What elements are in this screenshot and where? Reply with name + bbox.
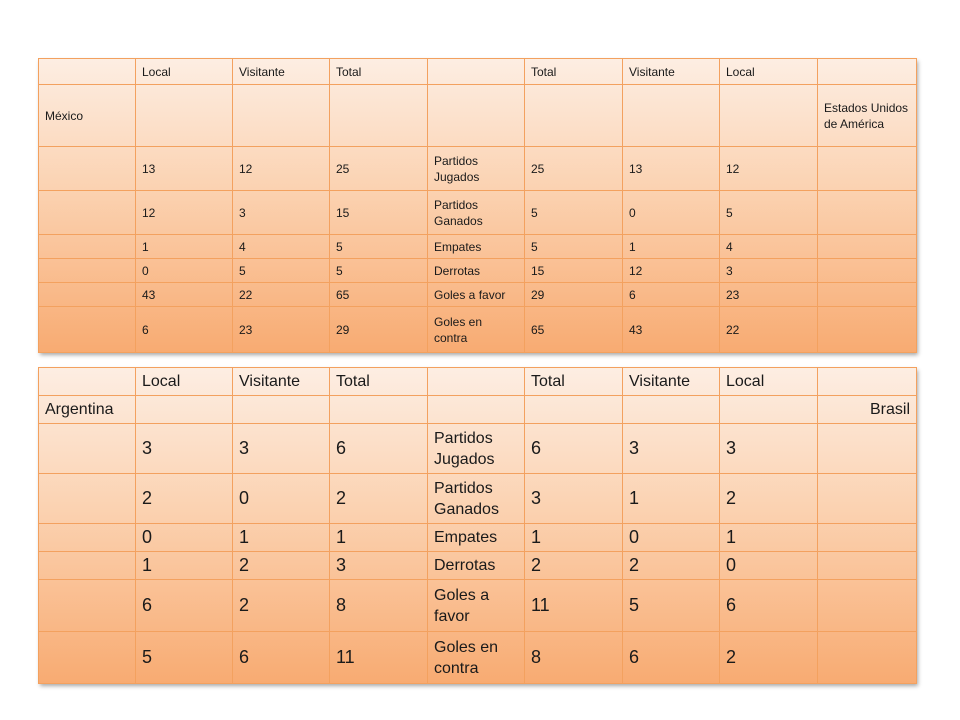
table-row [39,524,917,552]
team-right-name: Brasil [818,396,917,424]
right-local-cell: 2 [720,474,818,524]
table-grid [38,58,917,353]
table-cell [720,85,818,147]
right-local-cell: 23 [720,283,818,307]
table-cell [720,396,818,424]
right-visitante-cell: 5 [623,580,720,632]
header-cell [818,59,917,85]
left-local-cell: 3 [136,424,233,474]
left-local-cell: 6 [136,580,233,632]
table-cell [330,85,428,147]
header-cell: Total [330,368,428,396]
header-cell [428,59,525,85]
left-visitante-cell: 6 [233,632,330,684]
right-total-cell: 6 [525,424,623,474]
table-cell [818,147,917,191]
team-left-name: México [39,85,136,147]
left-visitante-cell: 1 [233,524,330,552]
header-row [39,59,917,85]
stat-label-cell: Goles a favor [428,283,525,307]
table-cell [623,396,720,424]
table-row [39,424,917,474]
right-total-cell: 3 [525,474,623,524]
table-cell [39,424,136,474]
table-cell [818,474,917,524]
left-local-cell: 6 [136,307,233,353]
right-local-cell: 6 [720,580,818,632]
stat-label-cell: Derrotas [428,552,525,580]
stat-label-cell: Goles a favor [428,580,525,632]
table-cell [525,85,623,147]
right-total-cell: 2 [525,552,623,580]
table-cell [39,259,136,283]
team-row [39,85,917,147]
left-total-cell: 15 [330,191,428,235]
left-total-cell: 1 [330,524,428,552]
left-local-cell: 0 [136,259,233,283]
right-total-cell: 8 [525,632,623,684]
right-visitante-cell: 1 [623,235,720,259]
table-cell [39,552,136,580]
table-cell [39,474,136,524]
header-cell: Visitante [623,368,720,396]
table-cell [818,424,917,474]
header-cell: Visitante [623,59,720,85]
stat-label-cell: Goles en contra [428,632,525,684]
header-cell: Local [136,59,233,85]
left-visitante-cell: 5 [233,259,330,283]
table-row [39,147,917,191]
left-total-cell: 3 [330,552,428,580]
right-local-cell: 2 [720,632,818,684]
left-local-cell: 2 [136,474,233,524]
left-visitante-cell: 3 [233,191,330,235]
left-local-cell: 43 [136,283,233,307]
left-visitante-cell: 22 [233,283,330,307]
header-cell [39,368,136,396]
table-cell [623,85,720,147]
left-visitante-cell: 4 [233,235,330,259]
right-total-cell: 1 [525,524,623,552]
left-total-cell: 29 [330,307,428,353]
table-cell [39,283,136,307]
right-local-cell: 1 [720,524,818,552]
table-row [39,191,917,235]
right-total-cell: 65 [525,307,623,353]
header-cell: Local [720,59,818,85]
table-grid [38,367,917,684]
header-cell: Total [525,368,623,396]
table-cell [818,235,917,259]
team-row [39,396,917,424]
table-row [39,307,917,353]
left-visitante-cell: 2 [233,552,330,580]
right-visitante-cell: 3 [623,424,720,474]
table-cell [233,85,330,147]
stat-label-cell: Partidos Jugados [428,147,525,191]
right-visitante-cell: 2 [623,552,720,580]
left-visitante-cell: 12 [233,147,330,191]
right-local-cell: 12 [720,147,818,191]
header-cell [428,368,525,396]
table-cell [525,396,623,424]
right-local-cell: 4 [720,235,818,259]
right-local-cell: 0 [720,552,818,580]
team-right-name: Estados Unidos de América [818,85,917,147]
left-total-cell: 6 [330,424,428,474]
team-left-name: Argentina [39,396,136,424]
left-visitante-cell: 0 [233,474,330,524]
left-total-cell: 5 [330,235,428,259]
table-cell [818,191,917,235]
header-cell: Local [720,368,818,396]
right-local-cell: 5 [720,191,818,235]
left-visitante-cell: 3 [233,424,330,474]
right-visitante-cell: 6 [623,283,720,307]
left-total-cell: 5 [330,259,428,283]
table-cell [233,396,330,424]
left-local-cell: 12 [136,191,233,235]
table-row [39,632,917,684]
right-visitante-cell: 0 [623,524,720,552]
table-cell [39,235,136,259]
right-local-cell: 22 [720,307,818,353]
right-local-cell: 3 [720,424,818,474]
header-cell [818,368,917,396]
left-local-cell: 5 [136,632,233,684]
stat-label-cell: Empates [428,235,525,259]
table-cell [39,632,136,684]
left-total-cell: 11 [330,632,428,684]
stat-label-cell: Goles en contra [428,307,525,353]
table-cell [818,307,917,353]
stats-table-argentina-brasil [38,367,916,683]
left-visitante-cell: 23 [233,307,330,353]
right-visitante-cell: 1 [623,474,720,524]
table-cell [428,396,525,424]
table-cell [818,580,917,632]
right-total-cell: 15 [525,259,623,283]
header-cell: Total [525,59,623,85]
left-total-cell: 65 [330,283,428,307]
header-cell: Visitante [233,59,330,85]
left-local-cell: 13 [136,147,233,191]
left-total-cell: 2 [330,474,428,524]
left-local-cell: 1 [136,552,233,580]
stat-label-cell: Partidos Jugados [428,424,525,474]
table-cell [330,396,428,424]
stat-label-cell: Derrotas [428,259,525,283]
table-cell [39,147,136,191]
table-cell [818,524,917,552]
table-cell [818,283,917,307]
left-total-cell: 8 [330,580,428,632]
right-visitante-cell: 0 [623,191,720,235]
table-row [39,235,917,259]
stat-label-cell: Empates [428,524,525,552]
table-cell [136,85,233,147]
right-visitante-cell: 6 [623,632,720,684]
table-cell [136,396,233,424]
table-cell [428,85,525,147]
right-visitante-cell: 12 [623,259,720,283]
right-total-cell: 11 [525,580,623,632]
right-total-cell: 25 [525,147,623,191]
table-row [39,474,917,524]
table-row [39,259,917,283]
left-visitante-cell: 2 [233,580,330,632]
stats-table-mexico-usa [38,58,916,352]
table-row [39,580,917,632]
header-cell: Local [136,368,233,396]
table-row [39,552,917,580]
stat-label-cell: Partidos Ganados [428,191,525,235]
header-row [39,368,917,396]
table-cell [818,632,917,684]
right-visitante-cell: 43 [623,307,720,353]
right-local-cell: 3 [720,259,818,283]
header-cell: Visitante [233,368,330,396]
left-local-cell: 0 [136,524,233,552]
table-cell [39,580,136,632]
stat-label-cell: Partidos Ganados [428,474,525,524]
left-local-cell: 1 [136,235,233,259]
header-cell: Total [330,59,428,85]
table-cell [818,552,917,580]
table-cell [39,191,136,235]
header-cell [39,59,136,85]
left-total-cell: 25 [330,147,428,191]
right-total-cell: 5 [525,235,623,259]
table-cell [39,307,136,353]
right-total-cell: 5 [525,191,623,235]
table-cell [818,259,917,283]
table-row [39,283,917,307]
table-cell [39,524,136,552]
right-visitante-cell: 13 [623,147,720,191]
right-total-cell: 29 [525,283,623,307]
